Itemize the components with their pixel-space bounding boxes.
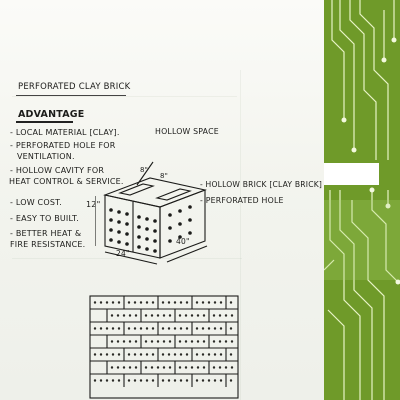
brick-perforation: [157, 366, 159, 368]
brick-perforation: [152, 301, 154, 303]
brick-perforation: [230, 379, 232, 381]
brick-perforation: [179, 314, 181, 316]
title-underline: [16, 95, 126, 96]
brick-perforation: [145, 314, 147, 316]
brick-perforation: [111, 366, 113, 368]
brick-perforation: [118, 379, 120, 381]
dimension-width: 24": [116, 249, 130, 258]
brick-perforation: [134, 327, 136, 329]
brick-perforation: [151, 366, 153, 368]
brick-perforation: [196, 301, 198, 303]
brick-perforation: [146, 327, 148, 329]
brick-perforation: [220, 327, 222, 329]
brick-perforation: [180, 327, 182, 329]
brick-perforation: [129, 366, 131, 368]
brick-perforation: [157, 314, 159, 316]
label-perforated-hole: - PERFORATED HOLE: [200, 196, 284, 205]
brick-perforation: [146, 301, 148, 303]
wall-outline: [90, 296, 238, 398]
brick-perforation: [100, 301, 102, 303]
brick-perforation: [214, 379, 216, 381]
brick-perforation: [203, 366, 205, 368]
brick-perforation: [94, 379, 96, 381]
brick-perforation: [225, 340, 227, 342]
brick-perforation: [94, 353, 96, 355]
brick-perforation: [106, 379, 108, 381]
brick-perforation: [202, 353, 204, 355]
brick-perforation: [219, 340, 221, 342]
brick-perforation: [135, 340, 137, 342]
brick-perforation: [179, 340, 181, 342]
brick-perforation: [197, 314, 199, 316]
brick-perforation: [112, 301, 114, 303]
brick-perforation: [220, 353, 222, 355]
brick-perforation: [112, 327, 114, 329]
brick-perforation: [152, 379, 154, 381]
brick-perforation: [129, 314, 131, 316]
brick-perforation: [185, 314, 187, 316]
brick-perforation: [196, 353, 198, 355]
brick-perforation: [197, 340, 199, 342]
brick-perforation: [134, 353, 136, 355]
brick-perforation: [214, 327, 216, 329]
circuit-traces: [324, 0, 400, 400]
brick-perforation: [163, 314, 165, 316]
brick-perforation: [219, 314, 221, 316]
brick-perforation: [230, 353, 232, 355]
dimension-top-b: 8": [160, 172, 169, 180]
brick-perforation: [202, 379, 204, 381]
brick-perforation: [174, 327, 176, 329]
label-hollow-brick: - HOLLOW BRICK [CLAY BRICK]: [200, 180, 323, 189]
brick-perforation: [118, 301, 120, 303]
brick-perforation: [196, 379, 198, 381]
brick-perforation: [191, 314, 193, 316]
brick-perforation: [140, 379, 142, 381]
brick-perforation: [208, 327, 210, 329]
brick-perforation: [135, 366, 137, 368]
brick-perforation: [185, 366, 187, 368]
brick-perforation: [169, 366, 171, 368]
brick-perforation: [128, 353, 130, 355]
panel-cutout: [324, 163, 379, 185]
advantage-item: - LOCAL MATERIAL [CLAY].: [10, 128, 120, 137]
brick-perforation: [146, 379, 148, 381]
brick-perforation: [118, 327, 120, 329]
brick-perforation: [169, 314, 171, 316]
brick-perforation: [100, 353, 102, 355]
brick-perforation: [214, 353, 216, 355]
advantage-item: - PERFORATED HOLE FOR: [10, 141, 116, 150]
circuit-board-panel: [324, 0, 400, 400]
brick-perforation: [100, 379, 102, 381]
brick-perforation: [213, 314, 215, 316]
dimension-line: [105, 252, 157, 264]
brick-perforation: [186, 301, 188, 303]
brick-perforation: [152, 327, 154, 329]
brick-perforation: [94, 327, 96, 329]
brick-perforation: [106, 353, 108, 355]
brick-perforation: [208, 353, 210, 355]
brick-perforation: [230, 301, 232, 303]
brick-perforation: [106, 301, 108, 303]
brick-perforation: [230, 327, 232, 329]
brick-perforation: [151, 314, 153, 316]
advantage-item: FIRE RESISTANCE.: [10, 240, 86, 249]
brick-perforation: [220, 379, 222, 381]
brick-perforation: [168, 327, 170, 329]
brick-perforation: [202, 301, 204, 303]
brick-perforation: [163, 366, 165, 368]
brick-perforation: [118, 353, 120, 355]
brick-perforation: [174, 353, 176, 355]
brick-perforation: [186, 353, 188, 355]
brick-perforation: [162, 379, 164, 381]
dimension-height: 12": [86, 200, 101, 209]
brick-perforation: [186, 379, 188, 381]
brick-perforation: [179, 366, 181, 368]
brick-perforation: [123, 340, 125, 342]
ghost-line: [12, 96, 237, 97]
brick-perforation: [214, 301, 216, 303]
brick-perforation: [174, 301, 176, 303]
advantage-heading: ADVANTAGE: [18, 109, 85, 120]
brick-perforation: [208, 301, 210, 303]
brick-perforation: [129, 340, 131, 342]
brick-perforation: [134, 301, 136, 303]
brick-wall-pattern: [80, 282, 240, 400]
brick-perforation: [174, 379, 176, 381]
brick-perforation: [231, 340, 233, 342]
heading-underline: [16, 121, 73, 123]
brick-perforation: [128, 379, 130, 381]
brick-perforation: [140, 327, 142, 329]
brick-perforation: [140, 353, 142, 355]
brick-perforation: [191, 366, 193, 368]
dimension-line: [167, 246, 207, 262]
brick-perforation: [225, 366, 227, 368]
brick-perforation: [213, 366, 215, 368]
brick-perforation: [191, 340, 193, 342]
brick-perforation: [117, 340, 119, 342]
brick-perforation: [145, 366, 147, 368]
hollow-cavity: [120, 184, 153, 195]
brick-perforation: [168, 301, 170, 303]
brick-perforation: [146, 353, 148, 355]
brick-perforation: [220, 301, 222, 303]
brick-perforation: [186, 327, 188, 329]
sheet-title: PERFORATED CLAY BRICK: [18, 82, 131, 92]
brick-perforation: [111, 314, 113, 316]
brick-perforation: [128, 327, 130, 329]
advantage-item: - HOLLOW CAVITY FOR: [10, 166, 105, 175]
advantage-item: - BETTER HEAT &: [10, 229, 82, 238]
brick-perforation: [231, 366, 233, 368]
brick-perforation: [197, 366, 199, 368]
brick-perforation: [94, 301, 96, 303]
brick-perforation: [111, 340, 113, 342]
brick-perforation: [180, 301, 182, 303]
brick-perforation: [168, 353, 170, 355]
brick-perforation: [151, 340, 153, 342]
brick-perforation: [145, 340, 147, 342]
advantage-item: - LOW COST.: [10, 198, 62, 207]
brick-perforation: [169, 340, 171, 342]
brick-perforation: [203, 314, 205, 316]
advantage-item: - EASY TO BUILT.: [10, 214, 79, 223]
ghost-line: [240, 70, 241, 400]
brick-diagram: [95, 140, 215, 265]
brick-perforation: [112, 379, 114, 381]
brick-perforation: [196, 327, 198, 329]
brick-perforation: [185, 340, 187, 342]
brick-perforation: [180, 379, 182, 381]
brick-perforation: [117, 366, 119, 368]
brick-perforation: [128, 301, 130, 303]
brick-perforation: [162, 327, 164, 329]
brick-perforation: [140, 301, 142, 303]
brick-perforation: [225, 314, 227, 316]
dimension-depth: 40": [176, 237, 190, 246]
brick-perforation: [208, 379, 210, 381]
brick-perforation: [134, 379, 136, 381]
brick-perforation: [100, 327, 102, 329]
brick-perforation: [162, 301, 164, 303]
brick-perforation: [123, 314, 125, 316]
label-hollow-space: HOLLOW SPACE: [155, 127, 219, 136]
brick-perforation: [152, 353, 154, 355]
hollow-cavity: [157, 189, 190, 200]
advantage-item: VENTILATION.: [17, 152, 75, 161]
brick-perforation: [157, 340, 159, 342]
brick-perforation: [203, 340, 205, 342]
brick-perforation: [213, 340, 215, 342]
advantage-item: HEAT CONTROL & SERVICE.: [9, 177, 124, 186]
brick-perforation: [135, 314, 137, 316]
brick-perforation: [202, 327, 204, 329]
brick-perforation: [163, 340, 165, 342]
brick-perforation: [168, 379, 170, 381]
brick-perforation: [180, 353, 182, 355]
dimension-top-a: 8": [140, 166, 149, 174]
brick-perforation: [106, 327, 108, 329]
brick-perforation: [123, 366, 125, 368]
brick-perforation: [219, 366, 221, 368]
brick-perforation: [112, 353, 114, 355]
brick-perforation: [162, 353, 164, 355]
brick-perforation: [117, 314, 119, 316]
brick-perforation: [231, 314, 233, 316]
